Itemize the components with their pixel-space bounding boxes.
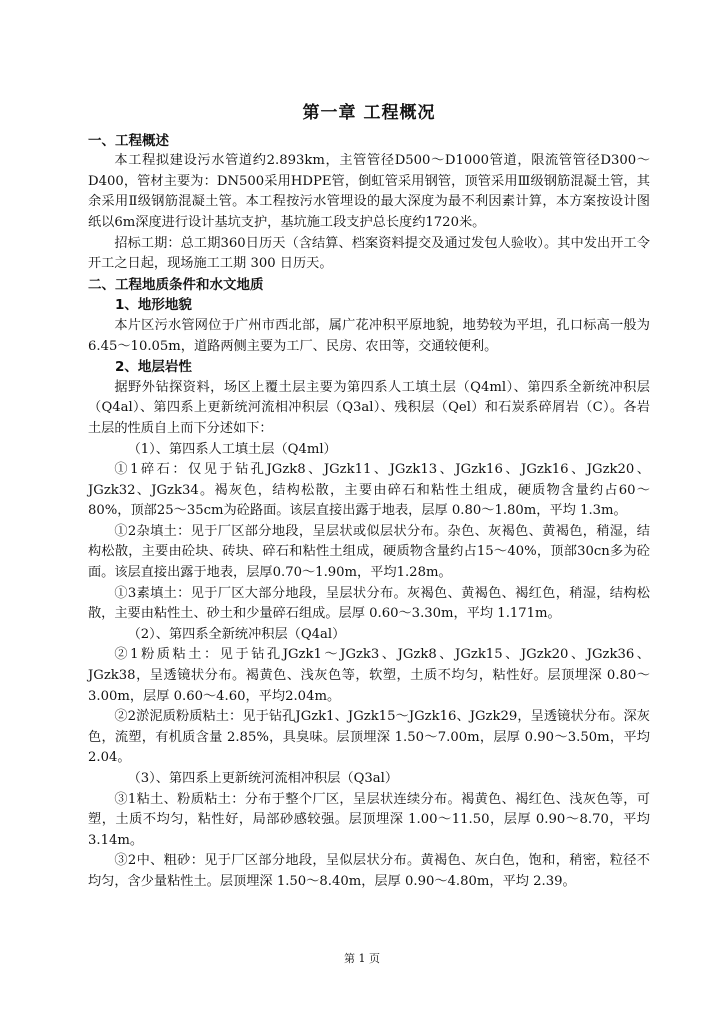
paragraph-schedule: 招标工期：总工期360日历天（含结算、档案资料提交及通过发包人验收）。其中发出开工令开工之日起，现场施工工期 300 日历天。 (88, 235, 650, 272)
chapter-title: 第一章 工程概况 (302, 103, 436, 123)
paragraph-terrain: 本片区污水管网位于广州市西北部，属广花冲积平原地貌，地势较为平坦，孔口标高一般为6.45～10.05m，道路两侧主要为工厂、民房、农田等，交通较便利。 (88, 317, 650, 354)
subheading-terrain: 1、地形地貌 (115, 297, 192, 314)
layer-title-holocene: （2）、第四系全新统冲积层（Q4al） (127, 626, 346, 642)
layer-clay: ③1粘土、粉质粘土：分布于整个厂区，呈层状连续分布。褐黄色、褐红色、浅灰色等，可塑，土质不均匀，粘性好，局部砂感较强。层顶埋深 1.00～11.50，层厚 0.90～8.70，平均 3.14m。 (88, 791, 650, 848)
layer-mixed-fill: ①2杂填土：见于厂区部分地段，呈层状或似层状分布。杂色、灰褐色、黄褐色，稍湿，结构松散，主要由砼块、砖块、碎石和粘性土组成，硬质物含量约占15～40%，顶部30cn多为砼面。该层直接出露于地表，层厚0.70～1.90m，平均1.28m。 (88, 523, 650, 581)
layer-sand: ③2中、粗砂：见于厂区部分地段，呈似层状分布。黄褐色、灰白色，饱和，稍密，粒径不均匀，含少量粘性土。层顶埋深 1.50～8.40m，层厚 0.90～4.80m，平均 2.39。 (88, 853, 650, 889)
paragraph-strata: 据野外钻探资料，场区上覆土层主要为第四系人工填土层（Q4ml）、第四系全新统冲积层（Q4al）、第四系上更新统河流相冲积层（Q3al）、残积层（Qel）和石炭系碎屑岩（C）。各岩土层的性质自上而下分述如下： (88, 379, 650, 436)
document-body (88, 103, 650, 893)
section-heading-geology: 二、工程地质条件和水文地质 (88, 276, 264, 293)
layer-plain-fill: ①3素填土：见于厂区大部分地段，呈层状分布。灰褐色、黄褐色、褐红色，稍湿，结构松散，主要由粘性土、砂土和少量碎石组成。层厚 0.60～3.30m，平均 1.171m。 (88, 585, 650, 622)
layer-mucky-clay: ②2淤泥质粉质粘土：见于钻孔JGzk1、JGzk15～JGzk16、JGzk29，呈透镜状分布。深灰色，流塑，有机质含量 2.85%，具臭味。层顶埋深 1.50～7.00m，层厚 0.90～3.50m，平均 2.04。 (88, 709, 650, 766)
layer-gravel: ①1碎石：仅见于钻孔JGzk8、JGzk11、JGzk13、JGzk16、JGzk16、JGzk20、JGzk32、JGzk34。褐灰色，结构松散，主要由碎石和粘性土组成，硬质物含量约占60～80%，顶部25～35cm为砼路面。该层直接出露于地表，层厚 0.80～1.80m，平均 1.3m。 (88, 462, 650, 519)
layer-title-fill: （1）、第四系人工填土层（Q4ml） (127, 441, 337, 457)
section-heading-overview: 一、工程概述 (88, 132, 169, 149)
page-number: 第 1 页 (344, 952, 380, 965)
layer-silty-clay: ②1粉质粘土：见于钻孔JGzk1～JGzk3、JGzk8、JGzk15、JGzk20、JGzk36、JGzk38，呈透镜状分布。褐黄色、浅灰色等，软塑，土质不均匀，粘性好。层顶埋深 0.80～3.00m，层厚 0.60～4.60，平均2.04m。 (88, 647, 650, 704)
paragraph-overview: 本工程拟建设污水管道约2.893km，主管管径D500～D1000管道，限流管管径D300～D400，管材主要为：DN500采用HDPE管，倒虹管采用钢管，顶管采用Ⅲ级钢筋混凝土管，其余采用Ⅱ级钢筋混凝土管。本工程按污水管埋设的最大深度为最不利因素计算，本方案按设计图纸以6m深度进行设计基坑支护，基坑施工段支护总长度约1720米。 (88, 153, 650, 230)
subheading-strata: 2、地层岩性 (115, 359, 192, 376)
layer-title-pleistocene: （3）、第四系上更新统河流相冲积层（Q3al） (127, 771, 399, 786)
